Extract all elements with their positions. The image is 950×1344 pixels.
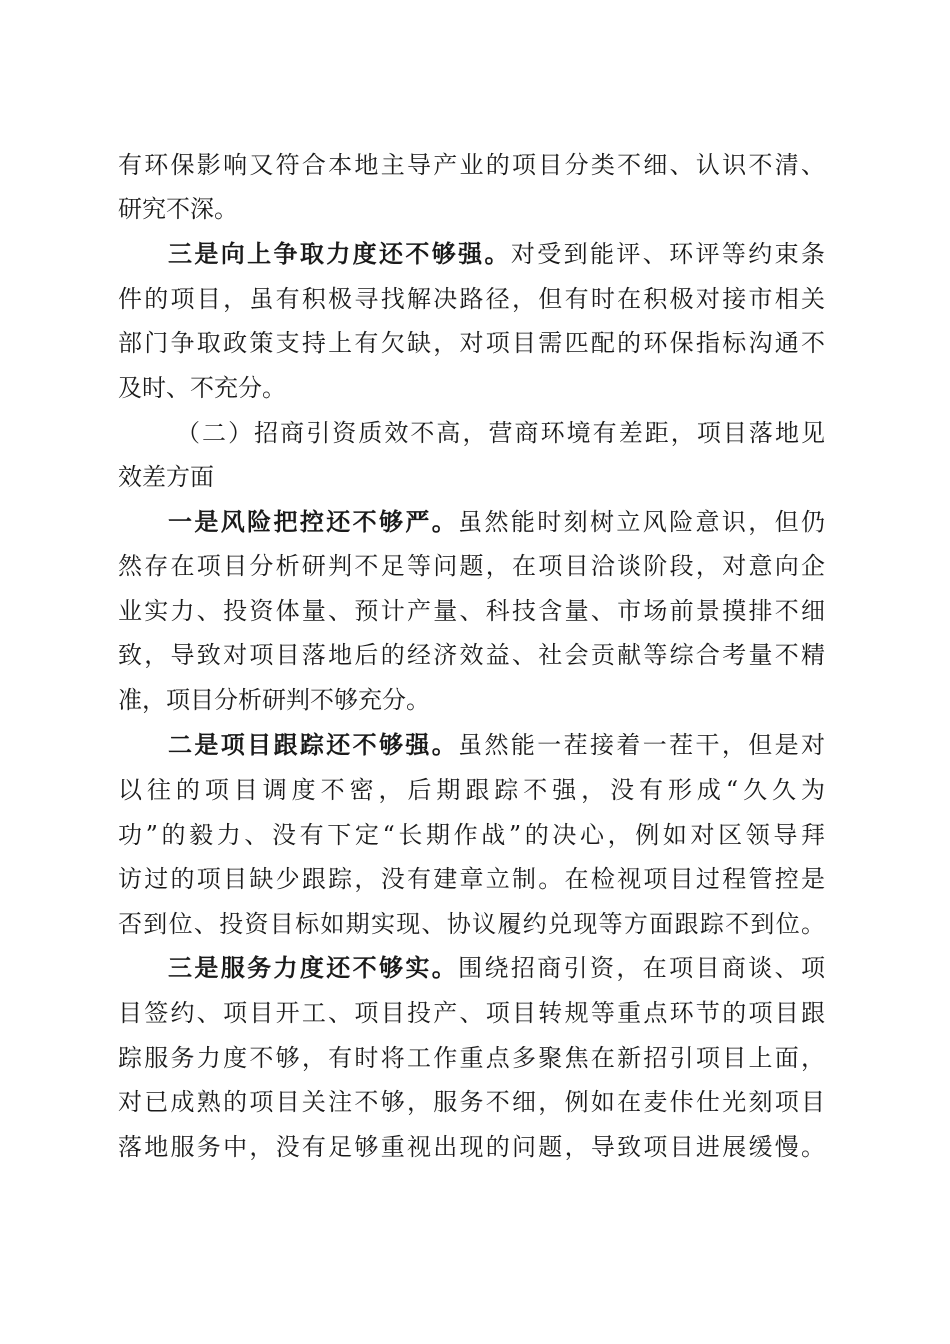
text-line: 有环保影响又符合本地主导产业的项目分类不细、认识不清、 bbox=[118, 151, 825, 179]
paragraph-lead: 三是服务力度还不够实。 bbox=[168, 953, 459, 982]
text-line: 然存在项目分析研判不足等问题，在项目洽谈阶段，对意向企 bbox=[118, 552, 825, 580]
heading-line: 效差方面 bbox=[118, 463, 214, 491]
paragraph-text: 虽然能时刻树立风险意识，但仍 bbox=[458, 508, 825, 536]
text-line: 部门争取政策支持上有欠缺，对项目需匹配的环保指标沟通不 bbox=[118, 329, 825, 357]
text-line: 访过的项目缺少跟踪，没有建章立制。在检视项目过程管控是 bbox=[118, 865, 825, 893]
paragraph-lead: 二是项目跟踪还不够强。 bbox=[168, 730, 459, 759]
paragraph-lead: 三是向上争取力度还不够强。 bbox=[168, 239, 511, 268]
paragraph-text: 对受到能评、环评等约束条 bbox=[510, 240, 825, 268]
text-line bbox=[168, 730, 825, 760]
text-line bbox=[168, 507, 825, 537]
text-line: 目签约、项目开工、项目投产、项目转规等重点环节的项目跟 bbox=[118, 999, 825, 1027]
text-line: 件的项目，虽有积极寻找解决路径，但有时在积极对接市相关 bbox=[118, 285, 825, 313]
text-line: 功”的毅力、没有下定“长期作战”的决心，例如对区领导拜 bbox=[118, 821, 825, 849]
text-line: 致，导致对项目落地后的经济效益、社会贡献等综合考量不精 bbox=[118, 641, 825, 669]
paragraph-text: 围绕招商引资，在项目商谈、项 bbox=[458, 954, 825, 982]
text-line: 对已成熟的项目关注不够，服务不细，例如在麦佧仕光刻项目 bbox=[118, 1088, 825, 1116]
text-line: 以往的项目调度不密，后期跟踪不强，没有形成“久久为 bbox=[118, 776, 825, 804]
text-line: 业实力、投资体量、预计产量、科技含量、市场前景摸排不细 bbox=[118, 597, 825, 625]
text-line bbox=[168, 239, 825, 269]
text-line: 及时、不充分。 bbox=[118, 374, 286, 402]
text-line: 研究不深。 bbox=[118, 195, 238, 223]
heading-line: （二）招商引资质效不高，营商环境有差距，项目落地见 bbox=[176, 419, 825, 447]
text-line: 否到位、投资目标如期实现、协议履约兑现等方面跟踪不到位。 bbox=[118, 910, 825, 938]
text-line: 踪服务力度不够，有时将工作重点多聚焦在新招引项目上面， bbox=[118, 1044, 825, 1072]
text-line: 准，项目分析研判不够充分。 bbox=[118, 686, 430, 714]
text-line bbox=[168, 953, 825, 983]
paragraph-lead: 一是风险把控还不够严。 bbox=[168, 507, 459, 536]
paragraph-text: 虽然能一茬接着一茬干，但是对 bbox=[458, 731, 825, 759]
text-line: 落地服务中，没有足够重视出现的问题，导致项目进展缓慢。 bbox=[118, 1133, 825, 1161]
